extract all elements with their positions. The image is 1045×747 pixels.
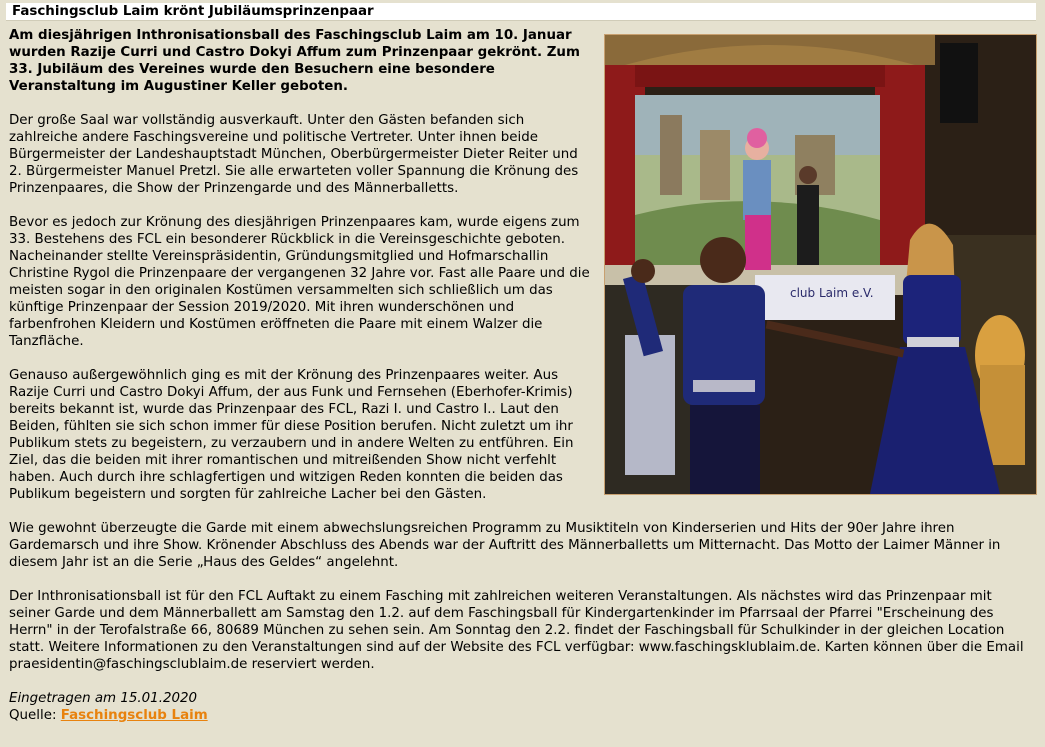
svg-text:club Laim e.V.: club Laim e.V. [790, 286, 874, 300]
article-paragraph: Der große Saal war vollständig ausverkauft. Unter den Gästen befanden sich zahlreiche andere Faschingsvereine und politische Vertreter. Unter ihnen beide Bürgermeister der Landeshauptstadt München, Oberbürgermeister Dieter Reiter und 2. Bürgermeister Manuel Pretzl. Sie alle erwarteten voller Spannung die Krönung des Prinzenpaares, die Show der Prinzengarde und des Männerballetts. [9, 113, 579, 196]
title-bar [6, 3, 1036, 21]
article-paragraph: Bevor es jedoch zur Krönung des diesjährigen Prinzenpaares kam, wurde eigens zum 33. Bestehens des FCL ein besonderer Rückblick in die Vereinsgeschichte geboten. Nacheinander stellte Vereinspräsidentin, Gründungsmitglied und Hofmarschallin Christine Rygol die Prinzenpaare der vergangenen 32 Jahre vor. Fast alle Paare und die meisten sogar in den originalen Kostümen versammelten sich schließlich um das künftige Prinzenpaar der Session 2019/2020. Mit ihren wunderschönen und farbenfrohen Kleidern und Kostümen eröffneten die Paare mit einem Walzer die Tanzfläche. [9, 215, 590, 349]
article-lead: Am diesjährigen Inthronisationsball des Faschingsclub Laim am 10. Januar wurden Razije Curri und Castro Dokyi Affum zum Prinzenpaar gekrönt. Zum 33. Jubiläum des Vereines wurde den Besuchern eine besondere Veranstaltung im Augustiner Keller geboten. [9, 28, 580, 94]
article-title: Faschingsclub Laim krönt Jubiläumsprinzenpaar [12, 4, 374, 19]
article-paragraph: Wie gewohnt überzeugte die Garde mit einem abwechslungsreichen Programm zu Musiktiteln von Kinderserien und Hits der 90er Jahre ihren Gardemarsch und ihre Show. Krönender Abschluss des Abends war der Auftritt des Männerballetts um Mitternacht. Das Motto der Laimer Männer in diesem Jahr ist an die Serie „Haus des Geldes“ angelehnt. [9, 521, 1001, 570]
source-link[interactable]: Faschingsclub Laim [60, 708, 208, 723]
entry-date: Eingetragen am 15.01.2020 [9, 691, 198, 706]
article-photo [604, 34, 1037, 495]
stage-photo-illustration [605, 35, 1036, 494]
article-body [9, 27, 1037, 724]
source-label: Quelle: [9, 708, 57, 723]
source-line [9, 707, 1037, 724]
article-paragraph: Genauso außergewöhnlich ging es mit der Krönung des Prinzenpaares weiter. Aus Razije Curri und Castro Dokyi Affum, der aus Funk und Fernsehen (Eberhofer-Krimis) bereits bekannt ist, wurde das Prinzenpaar des FCL, Razi I. und Castro I.. Laut den Beiden, fühlten sie sich schon immer für diese Position berufen. Nicht zuletzt um ihr Publikum stets zu begeistern, zu verzaubern und in andere Welten zu entführen. Ein Ziel, das die beiden mit ihrer romantischen und mitreißenden Show nicht verfehlt haben. Auch durch ihre schlagfertigen und witzigen Reden konnten die beiden das Publikum begeistern und sorgten für zahlreiche Lacher bei den Gästen. [9, 368, 574, 502]
article-paragraph: Der Inthronisationsball ist für den FCL Auftakt zu einem Fasching mit zahlreichen weiteren Veranstaltungen. Als nächstes wird das Prinzenpaar mit seiner Garde und dem Männerballett am Samstag den 1.2. auf dem Faschingsball für Kindergartenkinder im Pfarrsaal der Pfarrei "Erscheinung des Herrn" in der Terofalstraße 66, 80689 München zu sehen sein. Am Sonntag den 2.2. findet der Faschingsball für Schulkinder in der gleichen Location statt. Weitere Informationen zu den Veranstaltungen sind auf der Website des FCL verfügbar: www.faschingsklublaim.de. Karten können über die Email praesidentin@faschingsclublaim.de reserviert werden. [9, 589, 1024, 672]
